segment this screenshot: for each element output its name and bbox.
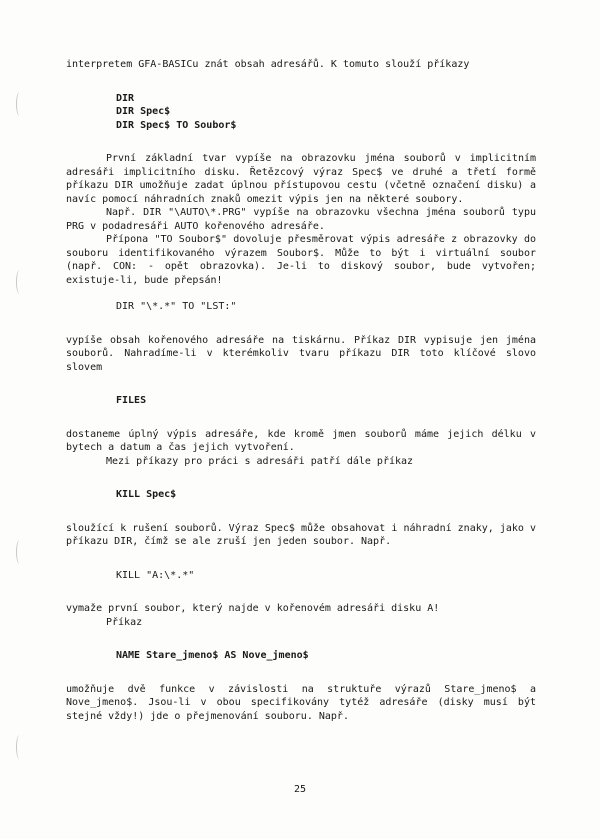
- command-kill-example: KILL "A:\*.*": [116, 569, 195, 581]
- paragraph-dir-printer: vypíše obsah kořenového adresáře na tiskárnu. Příkaz DIR vypisuje jen jména souborů. Nahradíme-li v kterémkoliv tvaru příkazu DIR toto klíčové slovo slovem: [66, 334, 536, 373]
- scan-edge-mark: [16, 270, 23, 294]
- paragraph-name: umožňuje dvě funkce v závislosti na struktuře výrazů Stare_jmeno$ a Nove_jmeno$. Jsou-li v obou specifikovány tytéž adresáře (disky musí být stejné vždy!) jde o přejmenování souboru. Např.: [66, 683, 536, 722]
- scan-edge-mark: [16, 735, 23, 759]
- paragraph-dir-forms: První základní tvar vypíše na obrazovku jména souborů v implicitním adresáři implicitního disku. Řetězcový výraz Spec$ ve druhé a třetí formě příkazu DIR umožňuje zadat úplnou přístupovou cestu (včetně označení disku) a navíc pomocí náhradních znaků omezit výpis jen na některé soubory.: [66, 153, 536, 205]
- command-line: DIR Spec$: [116, 106, 171, 117]
- paragraph-files: dostaneme úplný výpis adresáře, kde kromě jmen souborů máme jejich délku v bytech a datum a čas jejich vytvoření.: [66, 428, 536, 453]
- command-line: DIR Spec$ TO Soubor$: [116, 119, 237, 131]
- scan-edge-mark: [16, 92, 23, 116]
- page-number: 25: [293, 784, 307, 795]
- paragraph-dir-commands: Mezi příkazy pro práci s adresáři patří dále příkaz: [106, 455, 414, 467]
- paragraph-dir-example: Např. DIR "\AUTO\*.PRG" vypíše na obrazovku všechna jména souborů typu PRG v podadresáři AUTO kořenového adresáře.: [66, 207, 536, 232]
- paragraph-dir-redirect: Přípona "TO Soubor$" dovoluje přesměrovat výpis adresáře z obrazovky do souboru identifikovaného výrazem Soubor$. Může to být i virtuální soubor (např. CON: - opět obrazovka). Je-li to diskový soubor, bude vytvořen; existuje-li, bude přepsán!: [66, 234, 536, 286]
- command-dir-lst: DIR "\*.*" TO "LST:": [116, 301, 237, 312]
- command-name: NAME Stare_jmeno$ AS Nove_jmeno$: [116, 650, 309, 661]
- document-body: [66, 58, 536, 723]
- command-files: FILES: [116, 395, 147, 406]
- command-line: DIR: [116, 92, 135, 104]
- paragraph-kill-result: vymaže první soubor, který najde v kořenovém adresáři disku A!: [66, 603, 440, 614]
- paragraph-command-label: Příkaz: [106, 616, 143, 628]
- paragraph-kill: sloužící k rušení souborů. Výraz Spec$ může obsahovat i náhradní znaky, jako v příkazu DIR, čímž se ale zruší jen jeden soubor. Např.: [66, 522, 536, 547]
- command-kill: KILL Spec$: [116, 489, 177, 500]
- command-block-dir: [116, 92, 536, 133]
- intro-paragraph: interpretem GFA-BASICu znát obsah adresářů. K tomuto slouží příkazy: [66, 59, 470, 70]
- scan-edge-mark: [16, 540, 23, 564]
